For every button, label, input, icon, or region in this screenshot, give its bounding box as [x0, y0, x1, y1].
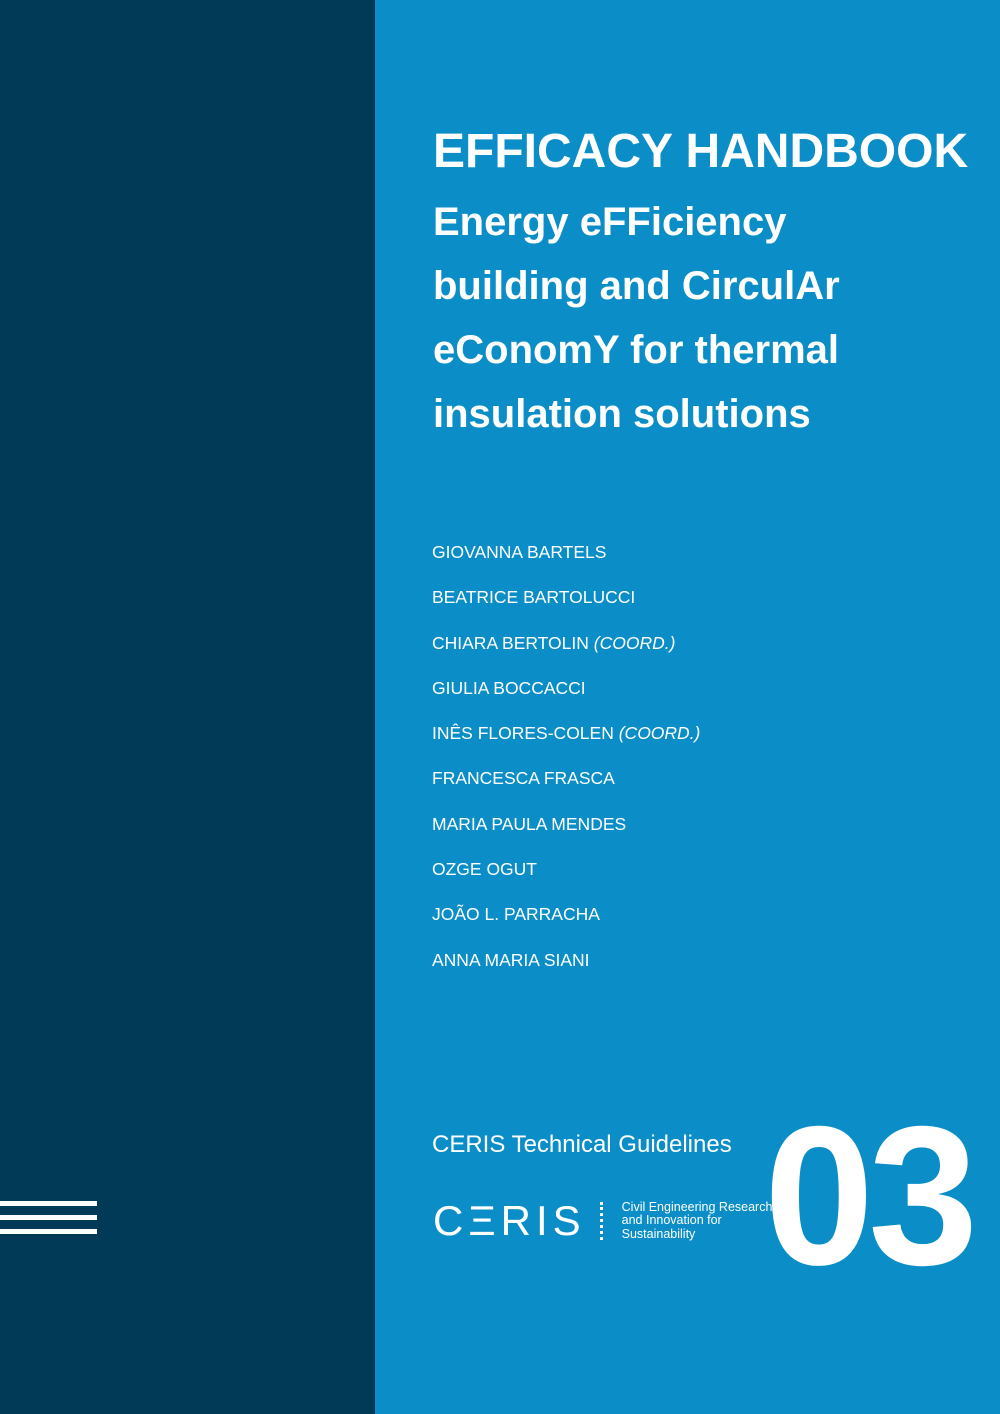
author-name: JOÃO L. PARRACHA [432, 904, 600, 925]
author-item [432, 583, 700, 628]
handbook-subtitle [433, 190, 973, 446]
stripe [0, 1229, 97, 1234]
subtitle-line: building and CirculAr [433, 264, 840, 308]
subtitle-line: eConomY for thermal [433, 328, 839, 372]
subtitle-line: insulation solutions [433, 392, 811, 436]
author-role: (COORD.) [593, 632, 676, 653]
tagline-line: Civil Engineering Research [621, 1199, 773, 1214]
author-item [432, 538, 700, 583]
subtitle-line: Energy eFFiciency [433, 200, 787, 244]
author-item [432, 674, 700, 719]
author-name: BEATRICE BARTOLUCCI [432, 587, 636, 608]
volume-number: 03 [764, 1085, 973, 1306]
author-name: GIULIA BOCCACCI [432, 677, 586, 698]
tagline-line: and Innovation for [621, 1213, 722, 1228]
author-item [432, 810, 700, 855]
stripe [0, 1201, 97, 1206]
stripes-decoration [0, 1201, 97, 1243]
left-color-panel [0, 0, 375, 1414]
author-item [432, 900, 700, 945]
logo-wordmark: CΞRIS [433, 1197, 586, 1244]
author-name: ANNA MARIA SIANI [432, 949, 590, 970]
author-item [432, 764, 700, 809]
logo-separator [600, 1202, 606, 1240]
series-title: CERIS Technical Guidelines [432, 1131, 732, 1158]
handbook-title: EFFICACY HANDBOOK [433, 125, 969, 178]
author-item [432, 629, 700, 674]
author-item [432, 946, 700, 991]
tagline-line: Sustainability [621, 1226, 696, 1241]
author-name: GIOVANNA BARTELS [432, 542, 607, 562]
author-name: INÊS FLORES-COLEN [432, 723, 614, 744]
author-list [432, 538, 700, 991]
author-name: FRANCESCA FRASCA [432, 768, 615, 789]
author-name: CHIARA BERTOLIN [432, 632, 589, 653]
logo-tagline [622, 1201, 782, 1242]
author-item [432, 719, 700, 764]
author-role: (COORD.) [618, 723, 701, 744]
author-name: OZGE OGUT [432, 859, 537, 880]
author-name: MARIA PAULA MENDES [432, 813, 627, 834]
stripe [0, 1215, 97, 1220]
author-item [432, 855, 700, 900]
ceris-logo [433, 1196, 782, 1246]
